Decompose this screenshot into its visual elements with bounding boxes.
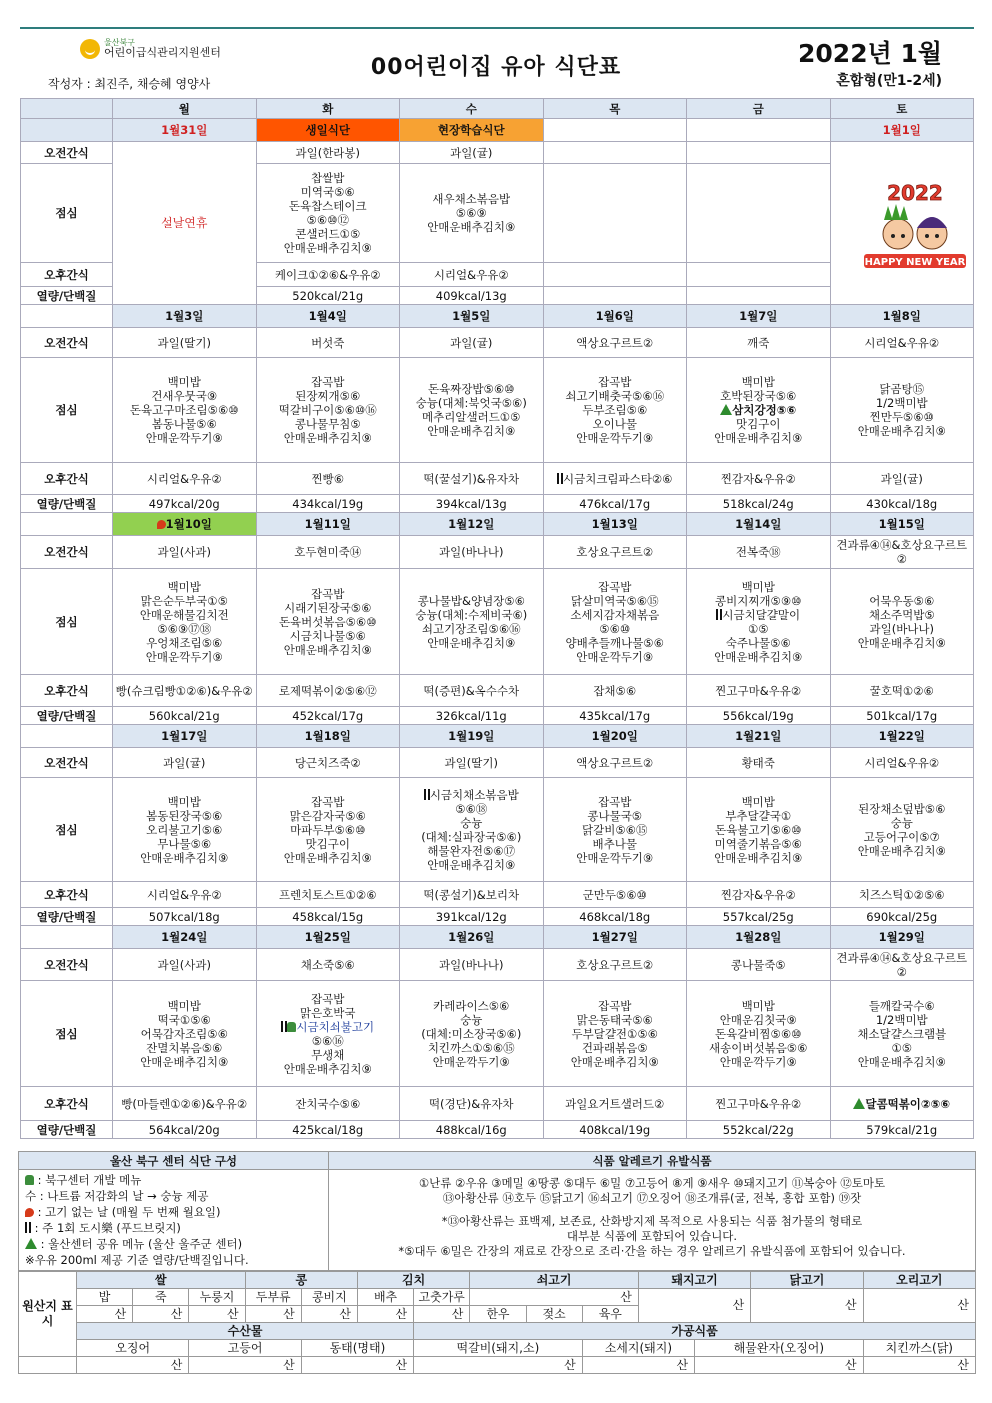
legend-item: : 고기 없는 날 (매월 두 번째 월요일) <box>37 1205 221 1219</box>
lunch-cell: 잡곡밥 콩나물국⑤ 닭갈비⑤⑥⑮ 배추나물 안매운깍두기⑨ <box>543 778 687 882</box>
lunch-cell: 찹쌀밥 미역국⑤⑥ 돈육찹스테이크 ⑤⑥⑩⑫ 콘샐러드①⑤ 안매운배추김치⑨ <box>256 164 400 263</box>
am-snack: 황태죽 <box>687 748 831 778</box>
pm-snack: 케이크①②⑥&우유② <box>256 263 400 287</box>
origin-table: 원산지 표시 쌀 콩 김치 쇠고기 돼지고기 닭고기 오리고기 밥 죽 누룽지 두부류 콩비지 배추 고춧가루 산 산 산 산 산 산 산 산 산 산 산 한우 젖소 육우 수산물 가공식품 오징어 고등어 동태(명태) 떡갈비(돼지,소) 소세지(돼지) 해물완자(오징어) 치킨까스(닭) 산 산 산 산 산 산 산 <box>18 1271 976 1374</box>
origin-item: 배추 <box>357 1289 413 1306</box>
day-mon: 월 <box>113 99 257 119</box>
date-cell: 1월22일 <box>830 725 974 748</box>
date-cell: 1월20일 <box>543 725 687 748</box>
origin-item: 누룽지 <box>189 1289 245 1306</box>
kcal-cell: 408kcal/19g <box>543 1121 687 1139</box>
row-label-pm: 오후간식 <box>21 263 113 287</box>
pm-snack: 찐고구마&우유② <box>687 1087 831 1121</box>
lunch-cell: 카레라이스⑤⑥ 숭늉 (대체:미소장국⑤⑥) 치킨까스①⑤⑥⑮ 안매운깍두기⑨ <box>400 981 544 1087</box>
row-label-pm: 오후간식 <box>21 675 113 707</box>
date-cell: 1월7일 <box>687 305 831 328</box>
origin-item: 젖소 <box>526 1306 582 1323</box>
date-cell: 1월3일 <box>113 305 257 328</box>
kcal-cell: 435kcal/17g <box>543 707 687 725</box>
am-snack: 깨죽 <box>687 328 831 358</box>
lunch-cell: 백미밥 콩비지찌개⑤⑨⑩ 시금치달걀말이 ①⑤ 숙주나물⑤⑥ 안매운배추김치⑨ <box>687 569 831 675</box>
kcal-cell: 476kcal/17g <box>543 495 687 513</box>
ulsan-shared-tree-icon <box>720 404 732 415</box>
am-snack: 과일(딸기) <box>400 748 544 778</box>
bukgu-menu-icon <box>25 1175 34 1185</box>
pm-snack: 시리얼&우유② <box>400 263 544 287</box>
pm-snack: 찐고구마&우유② <box>687 675 831 707</box>
sea-title: 수산물 <box>77 1323 414 1340</box>
date-cell: 1월28일 <box>687 926 831 949</box>
date-cell: 1월31일 <box>113 119 257 142</box>
allergy-note: 대부분 식품에 포함되어 있습니다. <box>566 1229 738 1243</box>
pm-snack: 시리얼&우유② <box>113 882 257 908</box>
legend-title: 울산 북구 센터 식단 구성 <box>19 1152 328 1170</box>
lunch-cell: 잡곡밥 시래기된장국⑤⑥ 돈육버섯볶음⑤⑥⑩ 시금치나물⑤⑥ 안매운배추김치⑨ <box>256 569 400 675</box>
origin-item: 한우 <box>470 1306 526 1323</box>
row-label-pm: 오후간식 <box>21 463 113 495</box>
kcal-cell: 518kcal/24g <box>687 495 831 513</box>
chili-icon <box>157 520 166 529</box>
am-snack: 호상요구르트② <box>543 536 687 569</box>
day-tue: 화 <box>256 99 400 119</box>
pm-snack: 꿀호떡①②⑥ <box>830 675 974 707</box>
top-divider <box>20 27 974 29</box>
row-label-lunch: 점심 <box>21 358 113 463</box>
date-cell: 1월18일 <box>256 725 400 748</box>
date-cell: 1월8일 <box>830 305 974 328</box>
lunch-cell: 시금치채소볶음밥 ⑤⑥⑱ 숭늉 (대체:실파장국⑤⑥) 해물완자전⑤⑥⑰ 안매운배추김치⑨ <box>400 778 544 882</box>
kcal-cell: 430kcal/18g <box>830 495 974 513</box>
day-sat: 토 <box>830 99 974 119</box>
date-cell: 1월6일 <box>543 305 687 328</box>
legend-item: : 북구센터 개발 메뉴 <box>37 1173 142 1187</box>
date-cell: 1월13일 <box>543 513 687 536</box>
lunch-cell: 잡곡밥 맑은호박국 시금치쇠불고기 ⑤⑥⑯ 무생채 안매운배추김치⑨ <box>256 981 400 1087</box>
am-snack: 호두현미죽⑭ <box>256 536 400 569</box>
origin-item: 두부류 <box>245 1289 301 1306</box>
legend-allergy-section <box>18 1151 976 1271</box>
origin-value: 산 <box>470 1289 639 1306</box>
lunch-cell: 백미밥 떡국①⑤⑥ 어묵감자조림⑤⑥ 잔멸치볶음⑤⑥ 안매운배추김치⑨ <box>113 981 257 1087</box>
row-label-lunch: 점심 <box>21 981 113 1087</box>
badge-text: HAPPY NEW YEAR <box>864 257 966 268</box>
row-label-am: 오전간식 <box>21 949 113 981</box>
origin-item: 밥 <box>77 1289 133 1306</box>
row-label-am: 오전간식 <box>21 536 113 569</box>
am-snack: 시리얼&우유② <box>830 748 974 778</box>
pm-snack: 과일(귤) <box>830 463 974 495</box>
am-snack: 견과류④⑭&호상요구르트② <box>830 949 974 981</box>
kcal-cell: 468kcal/18g <box>543 908 687 926</box>
pm-snack: 시금치크림파스타②⑥ <box>543 463 687 495</box>
lunch-cell: 잡곡밥 된장찌개⑤⑥ 떡갈비구이⑤⑥⑩⑯ 콩나물무침⑤ 안매운배추김치⑨ <box>256 358 400 463</box>
legend-box <box>19 1152 329 1270</box>
legend-item: 수 : 나트륨 저감화의 날 → 숭늉 제공 <box>25 1189 209 1203</box>
date-cell: 1월5일 <box>400 305 544 328</box>
origin-item: 고춧가루 <box>414 1289 470 1306</box>
kcal-cell: 458kcal/15g <box>256 908 400 926</box>
ulsan-shared-tree-icon <box>25 1238 37 1249</box>
row-label-kcal: 열량/단백질 <box>21 495 113 513</box>
am-snack: 당근치즈죽② <box>256 748 400 778</box>
pm-snack: 달콤떡볶이②⑤⑥ <box>830 1087 974 1121</box>
date-cell: 1월29일 <box>830 926 974 949</box>
origin-label: 원산지 표시 <box>19 1272 77 1357</box>
legend-item: ※우유 200ml 제공 기준 열량/단백질입니다. <box>25 1253 249 1267</box>
pm-snack: 떡(증편)&옥수수차 <box>400 675 544 707</box>
am-snack: 과일(귤) <box>113 748 257 778</box>
date-cell: 1월26일 <box>400 926 544 949</box>
date-cell: 1월25일 <box>256 926 400 949</box>
am-snack: 시리얼&우유② <box>830 328 974 358</box>
origin-group: 김치 <box>357 1272 469 1289</box>
kcal-cell: 326kcal/11g <box>400 707 544 725</box>
origin-group: 쇠고기 <box>470 1272 639 1289</box>
row-label-pm: 오후간식 <box>21 1087 113 1121</box>
origin-group: 오리고기 <box>863 1272 975 1289</box>
row-label-am: 오전간식 <box>21 328 113 358</box>
kcal-cell: 520kcal/21g <box>256 287 400 305</box>
origin-item: 죽 <box>133 1289 189 1306</box>
lunch-cell: 잡곡밥 맑은감자국⑤⑥ 마파두부⑤⑥⑩ 맛김구이 안매운배추김치⑨ <box>256 778 400 882</box>
ulsan-shared-tree-icon <box>853 1098 865 1109</box>
logo-name: 어린이급식관리지원센터 <box>104 46 221 59</box>
am-snack: 견과류④⑭&호상요구르트② <box>830 536 974 569</box>
date-cell: 1월15일 <box>830 513 974 536</box>
pm-snack: 프렌치토스트①②⑥ <box>256 882 400 908</box>
author: 작성자 : 최진주, 채승혜 영양사 <box>48 77 211 91</box>
kcal-cell: 690kcal/25g <box>830 908 974 926</box>
allergy-box <box>329 1152 975 1270</box>
kcal-cell: 425kcal/18g <box>256 1121 400 1139</box>
lunch-cell: 돈육짜장밥⑤⑥⑩ 숭늉(대체:북엇국⑤⑥) 메추리알샐러드①⑤ 안매운배추김치⑨ <box>400 358 544 463</box>
date-cell: 1월17일 <box>113 725 257 748</box>
am-snack: 과일(바나나) <box>400 536 544 569</box>
am-snack: 버섯죽 <box>256 328 400 358</box>
kcal-cell: 452kcal/17g <box>256 707 400 725</box>
lunch-cell: 백미밥 호박된장국⑤⑥ 삼치강정⑤⑥ 맛김구이 안매운배추김치⑨ <box>687 358 831 463</box>
pm-snack: 군만두⑤⑥⑩ <box>543 882 687 908</box>
row-label-kcal: 열량/단백질 <box>21 287 113 305</box>
am-snack: 콩나물죽⑤ <box>687 949 831 981</box>
day-wed: 수 <box>400 99 544 119</box>
allergy-note: *⑬아황산류는 표백제, 보존료, 산화방지제 목적으로 사용되는 식품 첨가물의 형태로 <box>441 1214 863 1228</box>
allergy-title: 식품 알레르기 유발식품 <box>329 1152 975 1170</box>
pm-snack: 빵(마들렌①②⑥)&우유② <box>113 1087 257 1121</box>
am-snack: 채소죽⑤⑥ <box>256 949 400 981</box>
chili-icon <box>25 1208 34 1217</box>
row-label-kcal: 열량/단백질 <box>21 908 113 926</box>
lunch-cell: 새우채소볶음밥 ⑤⑥⑨ 안매운배추김치⑨ <box>400 164 544 263</box>
origin-group: 닭고기 <box>751 1272 863 1289</box>
legend-item: : 주 1회 도시樂 (푸드브릿지) <box>34 1221 181 1235</box>
pm-snack: 로제떡볶이②⑤⑥⑫ <box>256 675 400 707</box>
am-snack: 호상요구르트② <box>543 949 687 981</box>
kcal-cell: 394kcal/13g <box>400 495 544 513</box>
lunch-cell: 닭곰탕⑮ 1/2백미밥 찐만두⑤⑥⑩ 안매운배추김치⑨ <box>830 358 974 463</box>
am-snack: 전복죽⑱ <box>687 536 831 569</box>
lunch-cell: 들깨칼국수⑥ 1/2백미밥 채소달걀스크램블 ①⑤ 안매운배추김치⑨ <box>830 981 974 1087</box>
date-cell: 1월1일 <box>830 119 974 142</box>
date-cell: 1월4일 <box>256 305 400 328</box>
kcal-cell: 497kcal/20g <box>113 495 257 513</box>
bukgu-menu-icon <box>287 1022 296 1032</box>
origin-item: 육우 <box>582 1306 638 1323</box>
kcal-cell: 560kcal/21g <box>113 707 257 725</box>
kcal-cell: 507kcal/18g <box>113 908 257 926</box>
kcal-cell: 557kcal/25g <box>687 908 831 926</box>
lunch-cell: 잡곡밥 닭살미역국⑤⑥⑮ 소세지감자채볶음 ⑤⑥⑩ 양배추들깨나물⑤⑥ 안매운깍두기⑨ <box>543 569 687 675</box>
lunch-cell: 백미밥 부추달걀국① 돈육불고기⑤⑥⑩ 미역줄기볶음⑤⑥ 안매운배추김치⑨ <box>687 778 831 882</box>
lunchbox-spoon-icon <box>25 1222 31 1233</box>
kcal-cell: 564kcal/20g <box>113 1121 257 1139</box>
allergy-list: ⑬아황산류 ⑭호두 ⑮닭고기 ⑯쇠고기 ⑰오징어 ⑱조개류(굴, 전복, 홍합 포함) ⑲잣 <box>442 1191 862 1205</box>
birthday-menu-label: 생일식단 <box>256 119 400 142</box>
row-label-kcal: 열량/단백질 <box>21 1121 113 1139</box>
date-cell: 1월19일 <box>400 725 544 748</box>
kcal-cell: 391kcal/12g <box>400 908 544 926</box>
pm-snack: 시리얼&우유② <box>113 463 257 495</box>
processed-title: 가공식품 <box>414 1323 976 1340</box>
pm-snack: 빵(슈크림빵①②⑥)&우유② <box>113 675 257 707</box>
lunch-cell: 백미밥 봄동된장국⑤⑥ 오리불고기⑤⑥ 무나물⑤⑥ 안매운배추김치⑨ <box>113 778 257 882</box>
date-cell: 1월27일 <box>543 926 687 949</box>
lunch-cell: 백미밥 안매운김칫국⑨ 돈육갈비찜⑤⑥⑩ 새송이버섯볶음⑤⑥ 안매운깍두기⑨ <box>687 981 831 1087</box>
kcal-cell: 579kcal/21g <box>830 1121 974 1139</box>
hair-icon <box>917 217 947 228</box>
row-label-lunch: 점심 <box>21 569 113 675</box>
kcal-cell: 409kcal/13g <box>400 287 544 305</box>
allergy-note: *⑤대두 ⑥밀은 간장의 재료로 간장으로 조리·간을 하는 경우 알레르기 유발식품에 포함되어 있습니다. <box>398 1244 906 1258</box>
origin-value: 산 <box>638 1289 750 1323</box>
date-cell: 1월21일 <box>687 725 831 748</box>
grass-hair-icon <box>884 204 908 220</box>
origin-group: 돼지고기 <box>638 1272 750 1289</box>
holiday-cell: 설날연휴 <box>113 142 257 305</box>
am-snack: 과일(바나나) <box>400 949 544 981</box>
menu-table <box>20 98 974 1139</box>
field-trip-menu-label: 현장학습식단 <box>400 119 544 142</box>
lunch-cell: 백미밥 건새우뭇국⑨ 돈육고구마조림⑤⑥⑩ 봄동나물⑤⑥ 안매운깍두기⑨ <box>113 358 257 463</box>
row-label-am: 오전간식 <box>21 142 113 164</box>
pm-snack: 떡(콩설기)&보리차 <box>400 882 544 908</box>
kcal-cell: 556kcal/19g <box>687 707 831 725</box>
row-label-lunch: 점심 <box>21 164 113 263</box>
row-label-kcal: 열량/단백질 <box>21 707 113 725</box>
date-cell: 1월12일 <box>400 513 544 536</box>
pm-snack: 치즈스틱①②⑤⑥ <box>830 882 974 908</box>
lunch-cell: 잡곡밥 쇠고기배춧국⑤⑥⑯ 두부조림⑤⑥ 오이나물 안매운깍두기⑨ <box>543 358 687 463</box>
date-cell: 1월24일 <box>113 926 257 949</box>
date-cell: 1월11일 <box>256 513 400 536</box>
am-snack: 액상요구르트② <box>543 748 687 778</box>
am-snack: 과일(사과) <box>113 536 257 569</box>
corner-cell <box>21 99 113 119</box>
pm-snack: 찐감자&우유② <box>687 463 831 495</box>
am-snack: 액상요구르트② <box>543 328 687 358</box>
origin-group: 콩 <box>245 1272 357 1289</box>
origin-group: 쌀 <box>77 1272 246 1289</box>
day-fri: 금 <box>687 99 831 119</box>
pm-snack: 찐빵⑥ <box>256 463 400 495</box>
pm-snack: 잔치국수⑤⑥ <box>256 1087 400 1121</box>
am-snack: 과일(귤) <box>400 328 544 358</box>
new-year-badge <box>862 176 968 272</box>
kcal-cell: 488kcal/16g <box>400 1121 544 1139</box>
lunch-cell: 잡곡밥 맑은동태국⑤⑥ 두부달걀전①⑤⑥ 건파래볶음⑤ 안매운배추김치⑨ <box>543 981 687 1087</box>
am-snack: 과일(사과) <box>113 949 257 981</box>
pm-snack: 떡(꿀설기)&유자차 <box>400 463 544 495</box>
pm-snack: 과일요거트샐러드② <box>543 1087 687 1121</box>
origin-value: 산 <box>863 1289 975 1323</box>
row-label-pm: 오후간식 <box>21 882 113 908</box>
day-thu: 목 <box>543 99 687 119</box>
no-meat-day-date: 1월10일 <box>113 513 257 536</box>
year-month: 2022년 1월 <box>798 39 942 68</box>
logo-small-text: 울산북구 <box>104 38 135 47</box>
pm-snack: 떡(경단)&유자차 <box>400 1087 544 1121</box>
lunch-cell: 된장채소덮밥⑤⑥ 숭늉 고등어구이⑤⑦ 안매운배추김치⑨ <box>830 778 974 882</box>
pm-snack: 찐감자&우유② <box>687 882 831 908</box>
am-snack: 과일(딸기) <box>113 328 257 358</box>
row-label-am: 오전간식 <box>21 748 113 778</box>
legend-item: : 울산센터 공유 메뉴 (울산 울주군 센터) <box>40 1237 243 1251</box>
lunch-cell: 백미밥 맑은순두부국①⑤ 안매운해물김치전 ⑤⑥⑨⑰⑱ 우엉채조림⑤⑥ 안매운깍두기⑨ <box>113 569 257 675</box>
origin-value: 산 <box>751 1289 863 1323</box>
child-face-icon <box>883 219 913 249</box>
menu-type: 혼합형(만1-2세) <box>836 73 942 89</box>
kcal-cell: 552kcal/22g <box>687 1121 831 1139</box>
date-cell: 1월14일 <box>687 513 831 536</box>
kcal-cell: 434kcal/19g <box>256 495 400 513</box>
origin-item: 콩비지 <box>301 1289 357 1306</box>
allergy-list: ①난류 ②우유 ③메밀 ④땅콩 ⑤대두 ⑥밀 ⑦고등어 ⑧게 ⑨새우 ⑩돼지고기 ⑪복숭아 ⑫토마토 <box>418 1176 886 1190</box>
badge-year: 2022 <box>887 181 943 205</box>
lunch-cell: 콩나물밥&양념장⑤⑥ 숭늉(대체:수제비국⑥) 쇠고기장조림⑤⑥⑯ 안매운배추김치⑨ <box>400 569 544 675</box>
kcal-cell: 501kcal/17g <box>830 707 974 725</box>
lunch-cell: 어묵우동⑤⑥ 채소주먹밥⑤ 과일(바나나) 안매운배추김치⑨ <box>830 569 974 675</box>
am-snack: 과일(귤) <box>400 142 544 164</box>
am-snack: 과일(한라봉) <box>256 142 400 164</box>
page-title: 00어린이집 유아 식단표 <box>370 55 622 80</box>
pm-snack: 잡채⑤⑥ <box>543 675 687 707</box>
row-label-lunch: 점심 <box>21 778 113 882</box>
